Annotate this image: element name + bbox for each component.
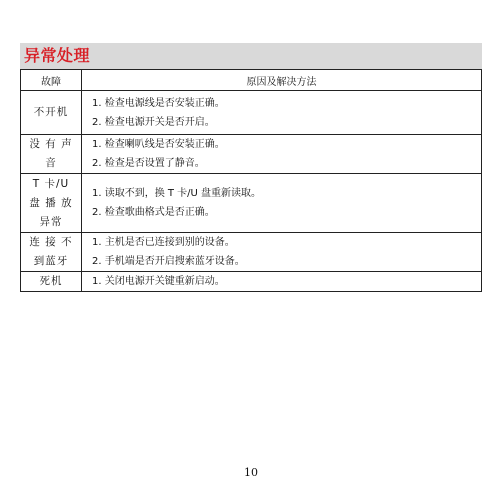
table-row (21, 174, 482, 233)
table-row (21, 272, 482, 292)
remedy-line: 1. 检查喇叭线是否安装正确。 (92, 139, 225, 150)
fault-label: 音 (45, 157, 57, 169)
remedy-cell (82, 233, 482, 272)
remedy-line: 1. 检查电源线是否安装正确。 (92, 97, 225, 109)
remedy-cell (82, 135, 482, 174)
page-number: 10 (244, 466, 258, 479)
table-row (21, 91, 482, 135)
table-row (21, 233, 482, 272)
remedy-line: 1. 读取不到，换 T 卡/U 盘重新读取。 (92, 188, 262, 199)
fault-label: 死机 (39, 275, 63, 287)
remedy-line: 2. 手机端是否开启搜索蓝牙设备。 (92, 256, 245, 267)
fault-label: 不开机 (33, 106, 69, 118)
remedy-cell (82, 174, 482, 233)
fault-label: 连 接 不 (29, 236, 73, 248)
remedy-line: 1. 关闭电源开关键重新启动。 (92, 276, 225, 287)
troubleshooting-table (20, 69, 482, 292)
fault-label: 异常 (39, 215, 63, 228)
fault-cell (21, 174, 82, 233)
remedy-line: 2. 检查电源开关是否开启。 (92, 116, 215, 128)
fault-cell (21, 135, 82, 174)
fault-cell (21, 272, 82, 292)
section-title: 异常处理 (24, 46, 91, 65)
remedy-cell (82, 272, 482, 292)
fault-cell (21, 233, 82, 272)
remedy-line: 2. 检查歌曲格式是否正确。 (92, 207, 215, 218)
table-header-row (21, 70, 482, 91)
fault-cell (21, 91, 82, 135)
remedy-cell (82, 91, 482, 135)
fault-label: T 卡/U (32, 177, 70, 190)
remedy-line: 1. 主机是否已连接到别的设备。 (92, 237, 235, 248)
header-remedy: 原因及解决方法 (82, 70, 482, 91)
remedy-line: 2. 检查是否设置了静音。 (92, 158, 205, 169)
fault-label: 没 有 声 (29, 138, 73, 150)
fault-label: 到蓝牙 (33, 255, 69, 267)
fault-label: 盘 播 放 (29, 196, 73, 209)
table-row (21, 135, 482, 174)
header-fault: 故障 (21, 70, 82, 91)
section-header (20, 43, 482, 69)
